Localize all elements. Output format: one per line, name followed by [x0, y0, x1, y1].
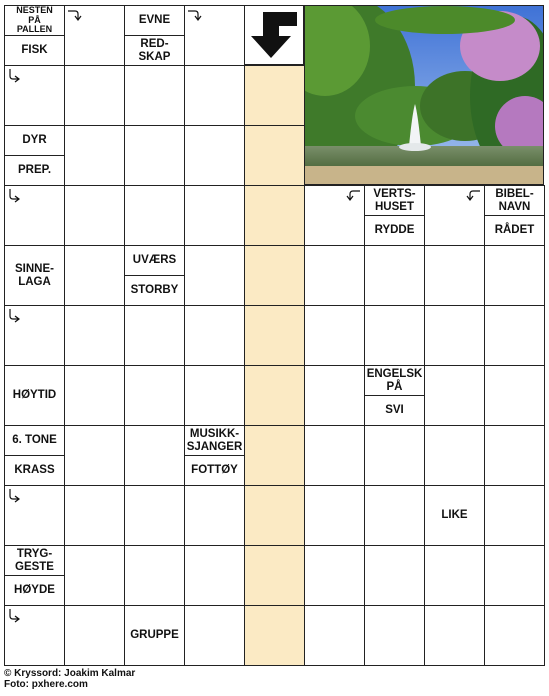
clue-cell: LIKE: [424, 485, 485, 546]
grid-cell[interactable]: [184, 365, 245, 426]
clue-cell: HØYTID: [4, 365, 65, 426]
grid-cell[interactable]: [244, 305, 305, 366]
grid-cell[interactable]: [64, 65, 125, 126]
clue-cell: FOTTØY: [184, 455, 245, 486]
clue-cell: STORBY: [124, 275, 185, 306]
credits-puzzle: © Kryssord: Joakim Kalmar: [4, 668, 136, 679]
grid-cell[interactable]: [424, 545, 485, 606]
clue-cell: GRUPPE: [124, 605, 185, 666]
grid-cell[interactable]: [304, 305, 365, 366]
grid-cell[interactable]: [484, 485, 545, 546]
clue-cell: NESTEN PÅ PALLEN: [4, 5, 65, 36]
credits: [4, 668, 135, 690]
clue-cell: DYR: [4, 125, 65, 156]
grid-cell[interactable]: [304, 545, 365, 606]
grid-cell[interactable]: [64, 245, 125, 306]
start-arrow-icon: [244, 5, 304, 65]
grid-cell[interactable]: [484, 365, 545, 426]
clue-cell: UVÆRS: [124, 245, 185, 276]
grid-cell[interactable]: [244, 365, 305, 426]
grid-cell[interactable]: [124, 425, 185, 486]
clue-cell: BIBEL- NAVN: [484, 185, 545, 216]
clue-arrow-icon: [346, 187, 362, 203]
grid-cell[interactable]: [484, 425, 545, 486]
grid-cell[interactable]: [124, 485, 185, 546]
clue-arrow-icon: [6, 307, 22, 323]
clue-cell: MUSIKK- SJANGER: [184, 425, 245, 456]
clue-cell: RYDDE: [364, 215, 425, 246]
grid-cell[interactable]: [64, 605, 125, 666]
grid-cell[interactable]: [304, 605, 365, 666]
clue-cell: TRYG- GESTE: [4, 545, 65, 576]
clue-arrow-icon: [6, 67, 22, 83]
grid-cell[interactable]: [124, 125, 185, 186]
clue-cell: RED- SKAP: [124, 35, 185, 66]
grid-cell[interactable]: [64, 125, 125, 186]
grid-cell[interactable]: [484, 245, 545, 306]
clue-cell: VERTS- HUSET: [364, 185, 425, 216]
grid-cell[interactable]: [244, 65, 305, 126]
grid-cell[interactable]: [484, 605, 545, 666]
grid-cell[interactable]: [244, 185, 305, 246]
crossword-grid: [4, 5, 544, 665]
grid-cell[interactable]: [184, 125, 245, 186]
grid-cell[interactable]: [184, 65, 245, 126]
clue-cell: EVNE: [124, 5, 185, 36]
grid-cell[interactable]: [124, 545, 185, 606]
grid-cell[interactable]: [64, 485, 125, 546]
grid-cell[interactable]: [64, 545, 125, 606]
clue-cell: ENGELSK PÅ: [364, 365, 425, 396]
grid-cell[interactable]: [64, 185, 125, 246]
park-fountain-photo: [304, 5, 544, 185]
grid-cell[interactable]: [424, 365, 485, 426]
grid-cell[interactable]: [124, 305, 185, 366]
grid-cell[interactable]: [364, 545, 425, 606]
clue-arrow-icon: [466, 187, 482, 203]
clue-cell: SINNE- LAGA: [4, 245, 65, 306]
grid-cell[interactable]: [244, 425, 305, 486]
clue-cell: 6. TONE: [4, 425, 65, 456]
clue-arrow-icon: [6, 487, 22, 503]
grid-cell[interactable]: [124, 65, 185, 126]
clue-arrow-icon: [6, 607, 22, 623]
grid-cell[interactable]: [244, 125, 305, 186]
grid-cell[interactable]: [304, 245, 365, 306]
clue-cell: KRASS: [4, 455, 65, 486]
clue-cell: SVI: [364, 395, 425, 426]
grid-cell[interactable]: [424, 425, 485, 486]
grid-cell[interactable]: [484, 305, 545, 366]
clue-arrow-icon: [186, 7, 202, 23]
clue-cell: RÅDET: [484, 215, 545, 246]
clue-arrow-icon: [66, 7, 82, 23]
clue-cell: HØYDE: [4, 575, 65, 606]
grid-cell[interactable]: [364, 305, 425, 366]
grid-cell[interactable]: [124, 185, 185, 246]
grid-cell[interactable]: [244, 605, 305, 666]
grid-cell[interactable]: [364, 605, 425, 666]
grid-cell[interactable]: [424, 245, 485, 306]
grid-cell[interactable]: [364, 485, 425, 546]
grid-cell[interactable]: [364, 245, 425, 306]
grid-cell[interactable]: [304, 365, 365, 426]
grid-cell[interactable]: [244, 245, 305, 306]
grid-cell[interactable]: [184, 305, 245, 366]
grid-cell[interactable]: [244, 485, 305, 546]
grid-cell[interactable]: [64, 425, 125, 486]
clue-cell: FISK: [4, 35, 65, 66]
grid-cell[interactable]: [64, 305, 125, 366]
grid-cell[interactable]: [244, 545, 305, 606]
grid-cell[interactable]: [304, 485, 365, 546]
grid-cell[interactable]: [184, 245, 245, 306]
clue-arrow-icon: [6, 187, 22, 203]
grid-cell[interactable]: [184, 545, 245, 606]
grid-cell[interactable]: [184, 485, 245, 546]
grid-cell[interactable]: [424, 605, 485, 666]
grid-cell[interactable]: [424, 305, 485, 366]
grid-cell[interactable]: [184, 605, 245, 666]
grid-cell[interactable]: [124, 365, 185, 426]
grid-cell[interactable]: [304, 425, 365, 486]
grid-cell[interactable]: [484, 545, 545, 606]
credits-photo: Foto: pxhere.com: [4, 679, 88, 690]
grid-cell[interactable]: [364, 425, 425, 486]
grid-cell[interactable]: [184, 185, 245, 246]
grid-cell[interactable]: [64, 365, 125, 426]
clue-cell: PREP.: [4, 155, 65, 186]
